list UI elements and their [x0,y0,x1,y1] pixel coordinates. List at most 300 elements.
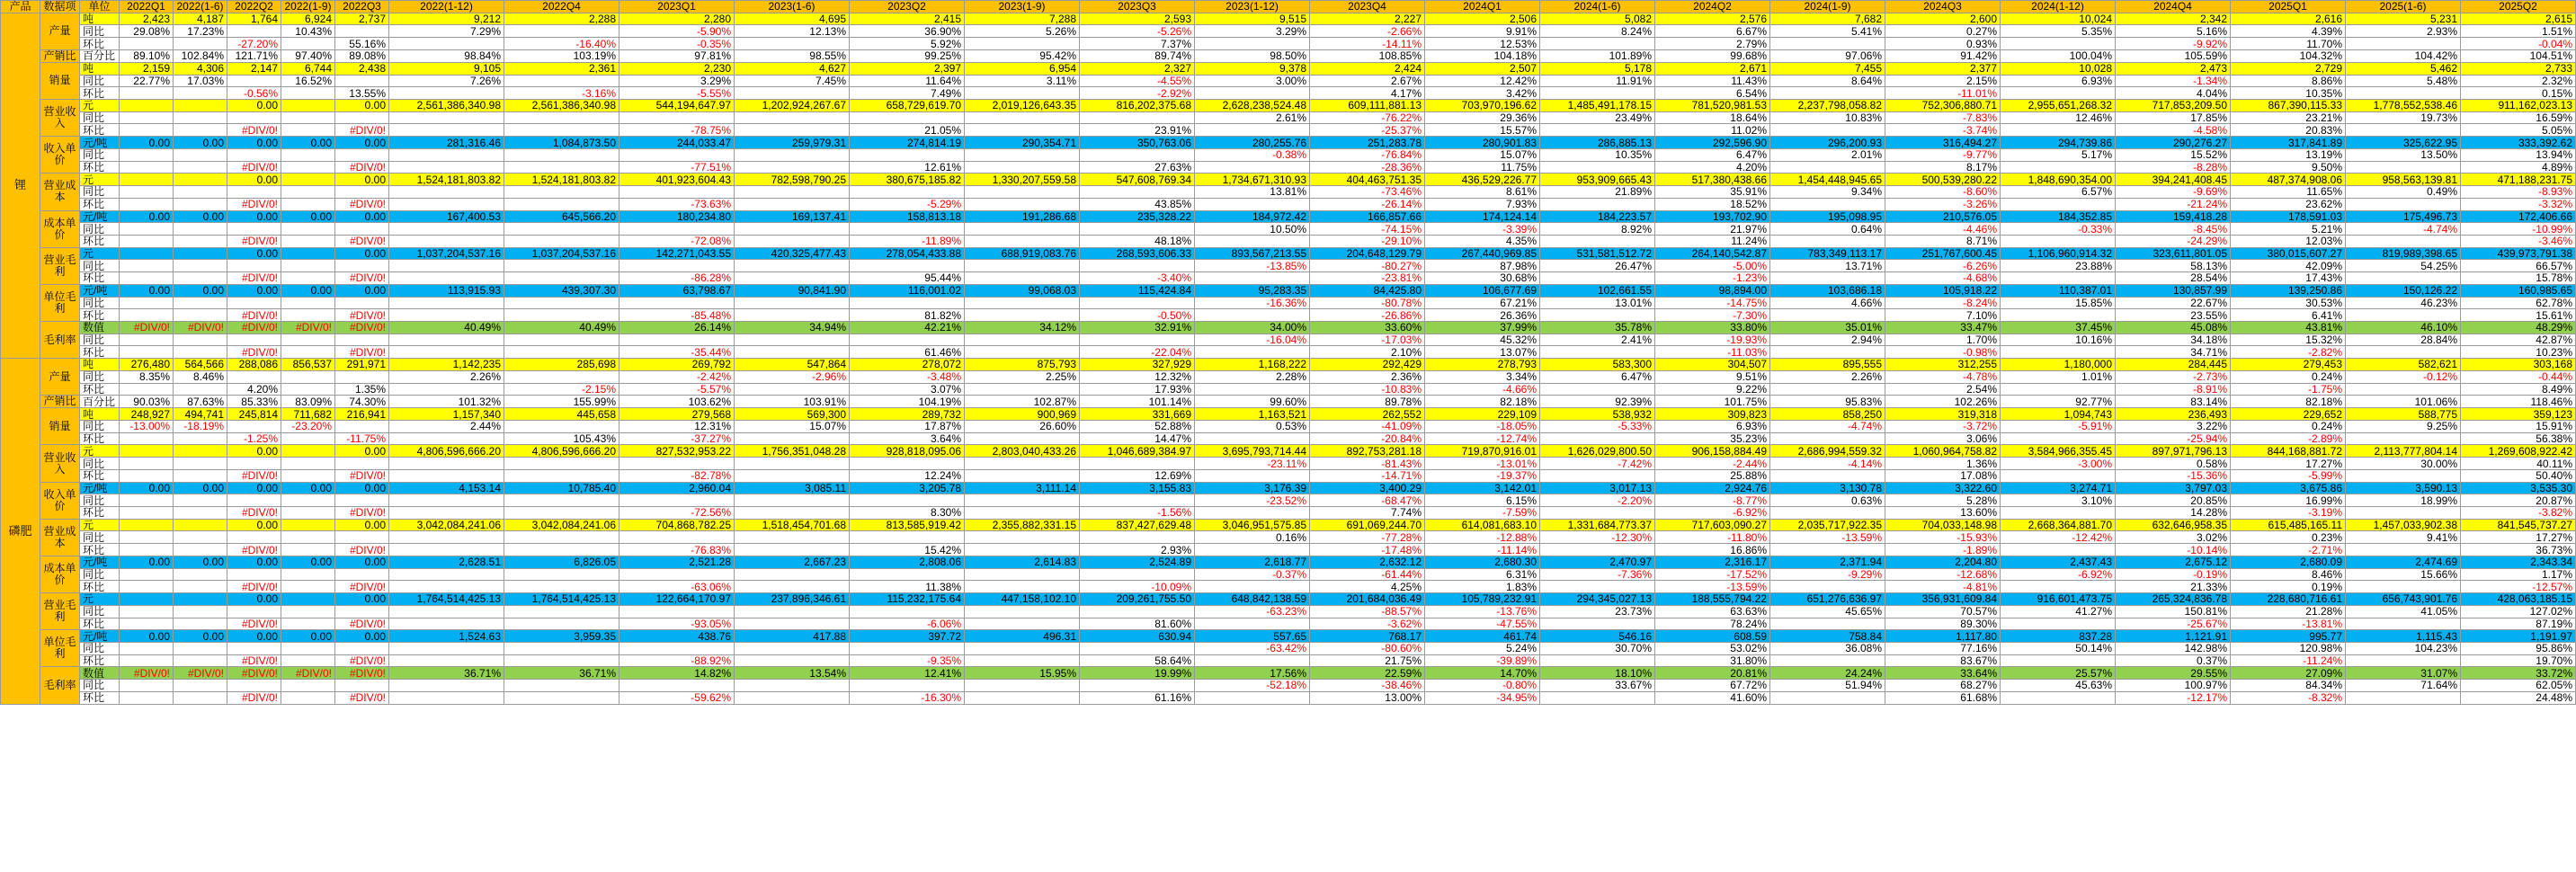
data-cell: 856,537 [281,359,335,371]
data-cell [335,148,389,161]
data-cell: -13.00% [120,421,174,433]
data-cell: #DIV/0! [227,654,281,667]
data-cell: 0.00 [120,210,174,223]
data-cell: -72.08% [619,235,735,247]
data-cell: 547,608,769.34 [1080,174,1195,186]
table-row [1,223,2576,236]
data-cell: 18.99% [2346,494,2461,507]
data-cell: -9.29% [1770,568,1885,581]
unit-cell: 同比 [80,223,120,236]
data-cell: 916,601,473.75 [2001,593,2116,606]
data-cell: 1.35% [335,383,389,396]
data-cell: 928,818,095.06 [850,445,965,458]
data-cell: -12.74% [1425,432,1540,445]
data-cell: -19.37% [1425,469,1540,482]
data-cell [227,75,281,87]
data-cell [1770,235,1885,247]
data-cell: -18.05% [1425,421,1540,433]
data-cell: -8.32% [2231,691,2346,704]
data-cell [1540,124,1655,137]
data-cell [850,223,965,236]
data-cell: 16.86% [1655,544,1770,556]
data-cell [281,174,335,186]
data-cell: 296,200.93 [1770,137,1885,149]
data-cell: 1,180,000 [2001,359,2116,371]
data-cell [281,346,335,359]
data-cell [2001,38,2116,50]
data-cell: 20.83% [2231,124,2346,137]
data-cell: 5.41% [1770,25,1885,38]
data-cell [735,309,850,322]
data-cell: 2.93% [1080,544,1195,556]
data-cell: 3,111.14 [965,482,1080,494]
data-cell [504,75,619,87]
data-cell: 3,322.60 [1885,482,2001,494]
data-cell: 0.27% [1885,25,2001,38]
data-cell [504,25,619,38]
data-cell: 1,457,033,902.38 [2346,519,2461,531]
data-cell: -4.58% [2116,124,2231,137]
data-cell: 12.24% [850,469,965,482]
data-cell [965,260,1080,272]
data-cell [2346,198,2461,210]
data-cell: 417.88 [735,630,850,643]
data-cell: 99.60% [1195,396,1310,408]
data-cell: 174,124.14 [1425,210,1540,223]
data-cell: 11.91% [1540,75,1655,87]
data-cell: -2.96% [735,370,850,383]
table-row [1,642,2576,654]
data-cell [504,605,619,618]
data-cell: 5.28% [1885,494,2001,507]
data-cell [1770,469,1885,482]
data-cell: 284,445 [2116,359,2231,371]
data-cell: 15.66% [2346,568,2461,581]
data-cell [965,161,1080,174]
data-cell: 85.33% [227,396,281,408]
column-header: 2022Q4 [504,1,619,13]
data-cell: 582,621 [2346,359,2461,371]
data-cell: 17.93% [1080,383,1195,396]
data-cell: 2,671 [1655,62,1770,75]
data-cell: 139,250.86 [2231,284,2346,297]
data-cell: -2.20% [1540,494,1655,507]
data-cell: 3,695,793,714.44 [1195,445,1310,458]
data-cell [281,297,335,309]
data-cell: 6.93% [2001,75,2116,87]
data-cell: -2.42% [619,370,735,383]
data-cell: 175,496.73 [2346,210,2461,223]
data-cell: 6.47% [1655,148,1770,161]
data-cell: 13.94% [2461,148,2576,161]
table-row [1,49,2576,62]
data-cell [1195,383,1310,396]
data-cell: 245,814 [227,408,281,421]
data-cell [120,654,174,667]
data-cell [389,198,504,210]
data-cell: 118.46% [2461,396,2576,408]
data-cell: 30.00% [2346,458,2461,470]
data-cell: -13.59% [1655,581,1770,593]
data-cell: 5,178 [1540,62,1655,75]
data-cell [2001,235,2116,247]
data-cell: 42.09% [2231,260,2346,272]
data-cell [174,568,227,581]
column-header: 2022(1-12) [389,1,504,13]
data-cell: 380,015,607.27 [2231,247,2346,260]
data-cell: 2,423 [120,13,174,25]
data-cell: 159,418.28 [2116,210,2231,223]
data-cell: -23.52% [1195,494,1310,507]
data-cell [174,642,227,654]
data-cell: 0.00 [120,630,174,643]
data-cell: -13.76% [1425,605,1540,618]
data-cell: 12.42% [1425,75,1540,87]
data-cell [120,346,174,359]
table-row [1,260,2576,272]
data-cell: 262,552 [1310,408,1425,421]
data-cell: 237,896,346.61 [735,593,850,606]
data-cell [335,297,389,309]
data-cell: -77.51% [619,161,735,174]
data-cell: 816,202,375.68 [1080,100,1195,112]
data-cell: 276,480 [120,359,174,371]
data-cell: 4,153.14 [389,482,504,494]
data-cell [965,87,1080,100]
data-cell: 2.94% [1770,334,1885,346]
data-cell: 41.27% [2001,605,2116,618]
data-cell [281,691,335,704]
data-cell [1770,383,1885,396]
data-cell: 0.00 [281,284,335,297]
data-cell: 1,485,491,178.15 [1540,100,1655,112]
data-cell: 517,380,438.66 [1655,174,1770,186]
data-cell: -23.81% [1310,272,1425,285]
data-cell: -3.26% [1885,198,2001,210]
data-cell: 1,778,552,538.46 [2346,100,2461,112]
data-cell: 6.57% [2001,186,2116,199]
data-cell: 323,611,801.05 [2116,247,2231,260]
data-cell: 264,140,542.87 [1655,247,1770,260]
data-cell: 294,739.86 [2001,137,2116,149]
data-cell [2001,469,2116,482]
data-cell: 32.91% [1080,321,1195,334]
data-cell [281,618,335,630]
data-cell: 8.35% [120,370,174,383]
metric-label: 产量 [40,359,80,396]
data-cell [281,680,335,692]
data-cell: 487,374,908.06 [2231,174,2346,186]
data-cell [120,383,174,396]
data-cell: 2,288 [504,13,619,25]
data-cell [2346,38,2461,50]
data-cell [389,272,504,285]
data-cell: 8.46% [174,370,227,383]
data-cell [965,383,1080,396]
unit-cell: 环比 [80,383,120,396]
data-cell: -0.56% [227,87,281,100]
table-row [1,38,2576,50]
unit-cell: 元 [80,100,120,112]
data-cell: -8.91% [2116,383,2231,396]
data-cell: -3.00% [2001,458,2116,470]
data-cell: 90.03% [120,396,174,408]
data-cell: 290,354.71 [965,137,1080,149]
data-cell: -10.99% [2461,223,2576,236]
data-cell: 0.00 [227,137,281,149]
table-row [1,445,2576,458]
data-cell [504,654,619,667]
data-cell: -3.48% [850,370,965,383]
data-cell: -8.45% [2116,223,2231,236]
data-cell [389,544,504,556]
table-row [1,691,2576,704]
data-cell: 34.94% [735,321,850,334]
data-cell: 500,539,280.22 [1885,174,2001,186]
data-cell: -23.20% [281,421,335,433]
data-cell: 22.77% [120,75,174,87]
data-cell: 4,187 [174,13,227,25]
data-cell: 35.01% [1770,321,1885,334]
data-cell [1080,223,1195,236]
data-cell [850,531,965,544]
data-cell: 5,082 [1540,13,1655,25]
data-cell [735,198,850,210]
data-cell: 2,632.12 [1310,556,1425,568]
data-cell: 24.24% [1770,667,1885,680]
data-cell [504,111,619,124]
data-cell [504,691,619,704]
data-cell: -8.93% [2461,186,2576,199]
data-cell: 0.64% [1770,223,1885,236]
data-cell: 2,437.43 [2001,556,2116,568]
metric-label: 销量 [40,408,80,445]
data-cell: 4,695 [735,13,850,25]
data-cell: 23.88% [2001,260,2116,272]
data-cell: #DIV/0! [335,235,389,247]
data-cell: 43.85% [1080,198,1195,210]
data-cell: 813,585,919.42 [850,519,965,531]
data-cell: 380,675,185.82 [850,174,965,186]
data-cell: 29.08% [120,25,174,38]
data-cell: 2,474.69 [2346,556,2461,568]
data-cell [965,223,1080,236]
data-cell: 1,037,204,537.16 [389,247,504,260]
data-cell [850,568,965,581]
data-cell: 18.10% [1540,667,1655,680]
data-cell: 267,440,969.85 [1425,247,1540,260]
data-cell: 2,470.97 [1540,556,1655,568]
data-cell: -63.42% [1195,642,1310,654]
data-cell: 9.91% [1425,25,1540,38]
data-cell: -5.33% [1540,421,1655,433]
data-cell: 15.07% [735,421,850,433]
data-cell: 547,864 [735,359,850,371]
data-cell: 900,969 [965,408,1080,421]
data-cell: 2,924.76 [1655,482,1770,494]
data-cell: 2,521.28 [619,556,735,568]
data-cell: #DIV/0! [281,321,335,334]
data-cell: 2,628,238,524.48 [1195,100,1310,112]
data-cell: 188,555,794.22 [1655,593,1770,606]
data-cell: 5.92% [850,38,965,50]
data-cell [174,272,227,285]
unit-cell: 环比 [80,309,120,322]
data-cell [389,618,504,630]
data-cell [1195,432,1310,445]
data-cell: 53.02% [1655,642,1770,654]
data-cell: 9.25% [2346,421,2461,433]
unit-cell: 元 [80,593,120,606]
data-cell: 33.67% [1540,680,1655,692]
data-cell [1540,507,1655,520]
data-cell: 42.21% [850,321,965,334]
data-cell: 2,343.34 [2461,556,2576,568]
data-cell [619,458,735,470]
data-cell: 15.95% [965,667,1080,680]
table-row [1,100,2576,112]
data-cell [1770,618,1885,630]
data-cell [120,691,174,704]
data-cell [389,346,504,359]
data-cell [965,568,1080,581]
data-cell: -37.27% [619,432,735,445]
data-cell: 20.81% [1655,667,1770,680]
data-cell: -7.30% [1655,309,1770,322]
data-cell: 356,931,609.84 [1885,593,2001,606]
data-cell: 3.64% [850,432,965,445]
data-cell [389,494,504,507]
data-cell [389,568,504,581]
data-cell [389,297,504,309]
data-cell [2346,618,2461,630]
data-cell: 22.59% [1310,667,1425,680]
data-cell [504,148,619,161]
data-cell: 281,316.46 [389,137,504,149]
data-cell: -4.74% [2346,223,2461,236]
data-cell [1080,334,1195,346]
data-cell: -11.24% [2231,654,2346,667]
table-row [1,87,2576,100]
data-cell: 2,667.23 [735,556,850,568]
data-cell: #DIV/0! [227,272,281,285]
table-row [1,396,2576,408]
data-cell [735,654,850,667]
unit-cell: 同比 [80,531,120,544]
data-cell: -0.37% [1195,568,1310,581]
data-cell [120,174,174,186]
data-cell: 20.87% [2461,494,2576,507]
data-cell: 893,567,213.55 [1195,247,1310,260]
data-cell [1080,458,1195,470]
data-cell: -7.36% [1540,568,1655,581]
data-cell [2346,507,2461,520]
data-cell: -0.44% [2461,370,2576,383]
data-cell: -4.55% [1080,75,1195,87]
data-cell: 0.49% [2346,186,2461,199]
data-cell [1540,87,1655,100]
data-cell: 235,328.22 [1080,210,1195,223]
data-cell [965,581,1080,593]
unit-cell: 环比 [80,507,120,520]
data-cell: -3.46% [2461,235,2576,247]
data-cell: 98.84% [389,49,504,62]
data-cell [2001,309,2116,322]
data-cell: 63,798.67 [619,284,735,297]
data-cell [335,531,389,544]
data-cell: 210,576.05 [1885,210,2001,223]
data-cell: 704,868,782.25 [619,519,735,531]
data-cell: 166,857.66 [1310,210,1425,223]
data-cell [1080,642,1195,654]
data-cell: 1.01% [2001,370,2116,383]
data-cell: 29.55% [2116,667,2231,680]
data-cell: 54.25% [2346,260,2461,272]
data-cell: 290,276.27 [2116,137,2231,149]
column-header: 单位 [80,1,120,13]
data-cell [965,469,1080,482]
data-cell: -14.75% [1655,297,1770,309]
data-cell [619,223,735,236]
data-cell: 89.74% [1080,49,1195,62]
metric-label: 销量 [40,62,80,99]
data-cell: 0.00 [174,556,227,568]
data-cell: 0.00 [227,482,281,494]
data-cell: 95.44% [850,272,965,285]
data-cell [504,334,619,346]
data-cell: 91.42% [1885,49,2001,62]
data-cell: 102.84% [174,49,227,62]
data-cell: 97.40% [281,49,335,62]
data-cell: -78.75% [619,124,735,137]
data-cell: 286,885.13 [1540,137,1655,149]
data-cell: -11.89% [850,235,965,247]
data-cell [174,198,227,210]
data-cell [335,642,389,654]
data-cell: 4,627 [735,62,850,75]
data-cell: 0.19% [2231,581,2346,593]
data-cell: 106,677.69 [1425,284,1540,297]
data-cell: -14.71% [1310,469,1425,482]
unit-cell: 百分比 [80,49,120,62]
data-cell: 11.24% [1655,235,1770,247]
data-cell: 8.30% [850,507,965,520]
data-cell: 17.08% [1885,469,2001,482]
data-cell [335,605,389,618]
data-cell [1080,148,1195,161]
data-cell [2346,383,2461,396]
data-cell: -2.15% [504,383,619,396]
data-cell: 9,105 [389,62,504,75]
data-cell: 867,390,115.33 [2231,100,2346,112]
data-cell: 781,520,981.53 [1655,100,1770,112]
data-cell [281,100,335,112]
data-cell: 3,142.01 [1425,482,1540,494]
data-cell [174,38,227,50]
data-cell: 3,085.11 [735,482,850,494]
product-label: 锂 [1,13,40,358]
data-cell [281,198,335,210]
data-cell: 3,042,084,241.06 [389,519,504,531]
data-cell: 62.78% [2461,297,2576,309]
data-cell: 0.00 [281,630,335,643]
table-row [1,111,2576,124]
data-cell [174,469,227,482]
data-cell [2346,124,2461,137]
data-cell: -10.83% [1310,383,1425,396]
data-cell: -3.40% [1080,272,1195,285]
data-cell: 0.00 [227,247,281,260]
